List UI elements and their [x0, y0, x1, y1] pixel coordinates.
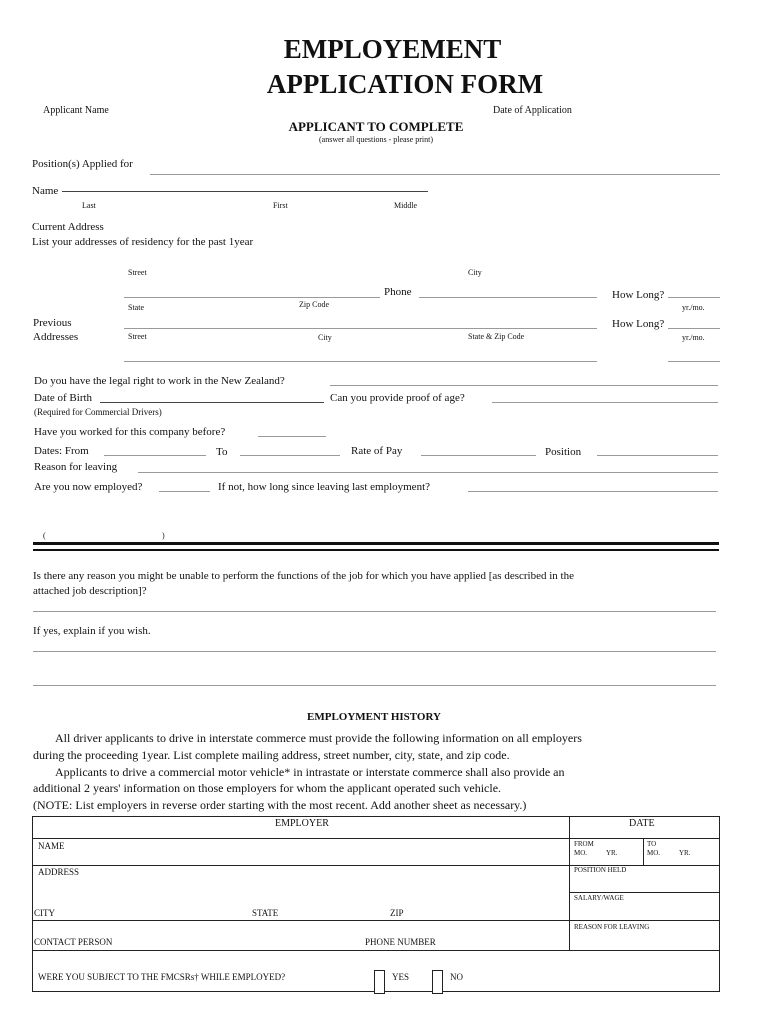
fmcsr-no-label: NO [450, 972, 463, 982]
contact-person-label: CONTACT PERSON [34, 937, 113, 947]
zip-code-label: Zip Code [299, 300, 329, 309]
street-city-field[interactable] [124, 297, 380, 298]
prev-street-label: Street [128, 332, 147, 341]
explain-field-2[interactable] [33, 685, 716, 686]
residency-instructions: List your addresses of residency for the past 1year [32, 236, 254, 248]
rate-of-pay-field[interactable] [421, 455, 536, 456]
history-note: (NOTE: List employers in reverse order starting with the most recent. Add another sheet as necessary.) [33, 798, 527, 812]
print-note: (answer all questions - please print) [319, 135, 433, 144]
dates-to-field[interactable] [240, 455, 340, 456]
fmcsr-no-checkbox[interactable] [432, 970, 443, 994]
proof-of-age-question: Can you provide proof of age? [330, 392, 465, 404]
employer-zip-label: ZIP [390, 908, 404, 918]
previous-position-label: Position [545, 446, 582, 458]
name-field[interactable] [62, 191, 428, 192]
prev-state-zip-label: State & Zip Code [468, 332, 525, 341]
paren-open: ( [43, 531, 46, 540]
employer-phone-label: PHONE NUMBER [365, 937, 436, 947]
dob-field[interactable] [100, 402, 324, 403]
fmcsr-yes-label: YES [392, 972, 410, 982]
from-label: FROM [574, 840, 594, 848]
section-divider-thin [33, 549, 719, 551]
prev-address-field-2[interactable] [124, 361, 597, 362]
dates-from-label: Dates: From [34, 445, 89, 457]
reason-leaving-field[interactable] [138, 472, 718, 473]
dates-from-field[interactable] [104, 455, 206, 456]
legal-right-question: Do you have the legal right to work in the New Zealand? [34, 375, 285, 387]
fmcsr-yes-checkbox[interactable] [374, 970, 385, 994]
explain-label: If yes, explain if you wish. [33, 625, 151, 637]
city-label: City [468, 268, 482, 277]
form-title-line1: EMPLOYEMENT [283, 34, 502, 64]
reason-for-leaving-label: REASON FOR LEAVING [574, 923, 650, 931]
prev-how-long-label: How Long? [612, 318, 665, 330]
table-row-line-3 [569, 892, 719, 893]
table-row-line-4 [32, 920, 719, 921]
name-label: Name [32, 185, 59, 197]
proof-of-age-field[interactable] [492, 402, 718, 403]
name-last-label: Last [82, 201, 96, 210]
table-row-line-1 [32, 838, 719, 839]
prev-how-long-field[interactable] [668, 328, 720, 329]
previous-label: Previous [33, 317, 72, 329]
position-applied-label: Position(s) Applied for [32, 158, 133, 170]
date-of-application-label: Date of Application [493, 105, 572, 116]
worked-before-field[interactable] [258, 436, 326, 437]
time-since-employment-field[interactable] [468, 491, 718, 492]
employer-header: EMPLOYER [275, 818, 329, 829]
from-yr-label: YR. [606, 849, 618, 857]
previous-position-field[interactable] [597, 455, 718, 456]
rate-of-pay-label: Rate of Pay [351, 445, 403, 457]
salary-wage-label: SALARY/WAGE [574, 894, 624, 902]
employer-table [32, 816, 720, 992]
name-middle-label: Middle [394, 201, 418, 210]
to-label: TO [647, 840, 657, 848]
history-para1-line2: during the proceeding 1year. List complete mailing address, street number, city, state, and zip code. [33, 748, 510, 762]
job-functions-question-line2: attached job description]? [33, 585, 147, 597]
prev-how-long-field-2[interactable] [668, 361, 720, 362]
history-para2-line1: Applicants to drive a commercial motor vehicle* in intrastate or interstate commerce shall also provide an [55, 765, 565, 779]
table-row-line-5 [32, 950, 719, 951]
worked-before-question: Have you worked for this company before? [34, 426, 226, 438]
job-functions-answer-field[interactable] [33, 611, 716, 612]
dob-label: Date of Birth [34, 392, 93, 404]
previous-address-field[interactable] [124, 328, 597, 329]
employer-state-label: STATE [252, 908, 279, 918]
to-yr-label: YR. [679, 849, 691, 857]
state-label: State [128, 303, 144, 312]
employer-city-label: CITY [34, 908, 55, 918]
addresses-label: Addresses [33, 331, 79, 343]
name-first-label: First [273, 201, 288, 210]
applicant-name-label: Applicant Name [43, 105, 109, 116]
employer-name-label: NAME [38, 841, 65, 851]
date-divider-vertical [643, 838, 644, 865]
prev-city-label: City [318, 333, 332, 342]
current-address-label: Current Address [32, 221, 104, 233]
fmcsr-question: WERE YOU SUBJECT TO THE FMCSRs† WHILE EMPLOYED? [38, 972, 286, 982]
now-employed-field[interactable] [159, 491, 210, 492]
date-header: DATE [629, 818, 655, 829]
employer-address-label: ADDRESS [38, 867, 80, 877]
to-mo-label: MO. [647, 849, 661, 857]
reason-leaving-label: Reason for leaving [34, 461, 118, 473]
job-functions-question-line1: Is there any reason you might be unable to perform the functions of the job for which you have applied [as described in the [33, 570, 574, 582]
required-drivers-note: (Required for Commercial Drivers) [34, 407, 162, 417]
now-employed-question: Are you now employed? [34, 481, 143, 493]
how-long-field[interactable] [668, 297, 720, 298]
explain-field-1[interactable] [33, 651, 716, 652]
from-mo-label: MO. [574, 849, 588, 857]
paren-close: ) [162, 531, 165, 540]
phone-field[interactable] [419, 297, 597, 298]
phone-label: Phone [384, 286, 412, 298]
applicant-to-complete-heading: APPLICANT TO COMPLETE [288, 119, 464, 134]
history-para2-line2: additional 2 years' information on those employers for whom the applicant operated such vehicle. [33, 781, 502, 795]
employment-history-heading: EMPLOYMENT HISTORY [307, 711, 441, 723]
street-label: Street [128, 268, 147, 277]
table-divider-vertical [569, 816, 570, 950]
yrmo-label: yr./mo. [682, 303, 705, 312]
form-title-line2: APPLICATION FORM [266, 69, 544, 99]
time-since-employment-question: If not, how long since leaving last employment? [218, 481, 431, 493]
dates-to-label: To [216, 446, 228, 458]
position-applied-field[interactable] [150, 174, 720, 175]
prev-yrmo-label: yr./mo. [682, 333, 705, 342]
history-para1-line1: All driver applicants to drive in interstate commerce must provide the following information on all employers [55, 731, 582, 745]
how-long-label: How Long? [612, 289, 665, 301]
legal-right-field[interactable] [330, 385, 718, 386]
position-held-label: POSITION HELD [574, 866, 627, 874]
section-divider-thick [33, 542, 719, 545]
